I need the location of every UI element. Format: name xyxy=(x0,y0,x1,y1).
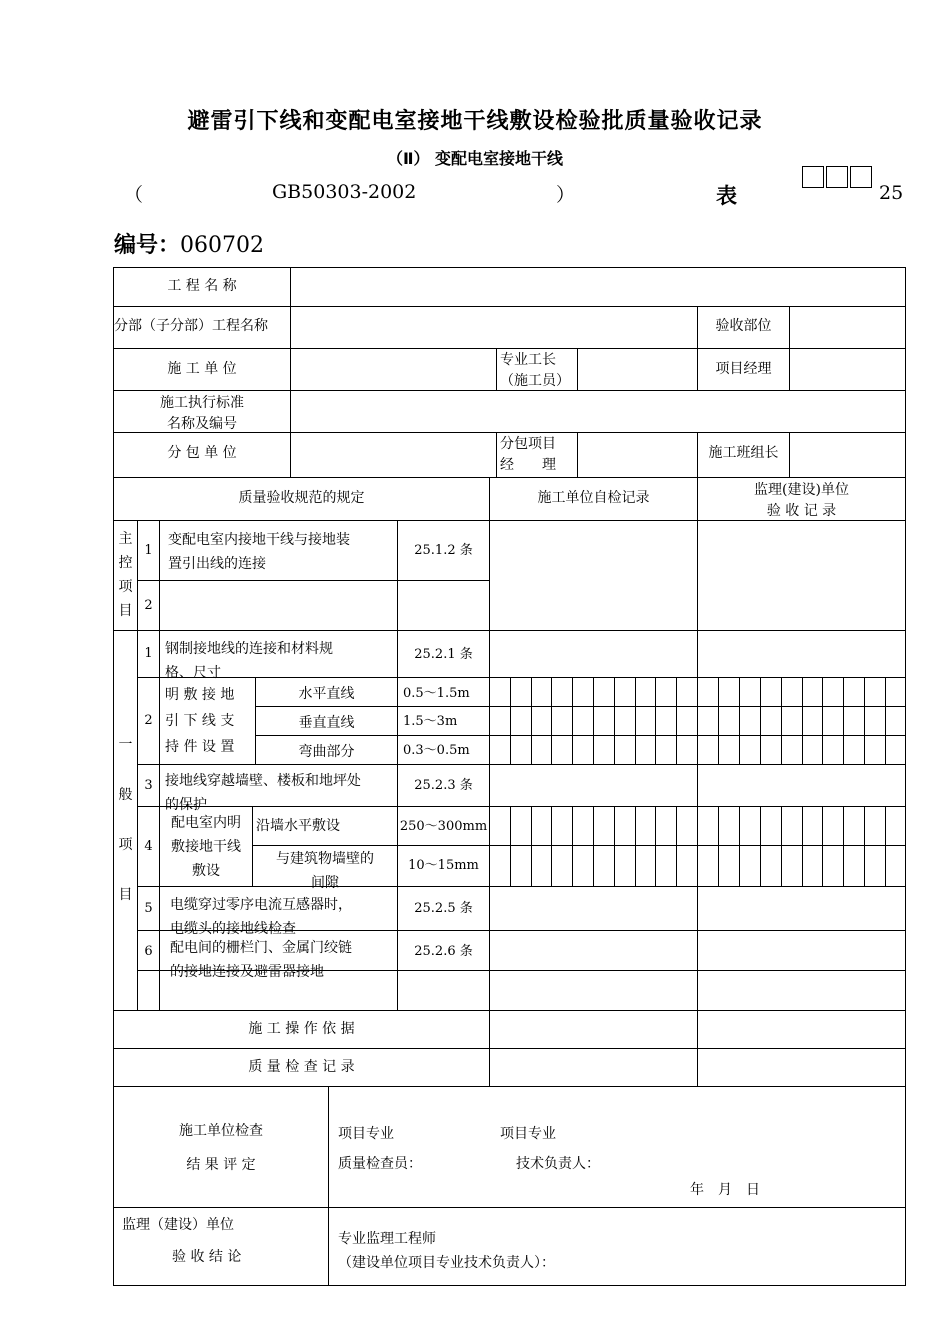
main-control-label: 主 控 项 目 xyxy=(118,531,133,619)
project-manager-label: 项目经理 xyxy=(715,361,772,377)
general-item-3-clause: 25.2.3 条 xyxy=(414,778,473,793)
item4-row-1-value: 250～300mm xyxy=(399,819,488,834)
general-item-2-no: 2 xyxy=(144,713,153,728)
general-item-1-no: 1 xyxy=(144,646,153,661)
general-item-1-clause: 25.2.1 条 xyxy=(414,647,473,662)
item2-row-2-label: 垂直直线 xyxy=(298,715,355,731)
item2-row-3-label: 弯曲部分 xyxy=(298,744,355,760)
general-item-6-clause: 25.2.6 条 xyxy=(414,944,473,959)
general-item-3-no: 3 xyxy=(144,778,153,793)
general-item-4-no: 4 xyxy=(144,839,153,854)
item4-row-1-label: 沿墙水平敷设 xyxy=(256,818,340,834)
quality-inspector: 项目专业 质量检查员： xyxy=(338,1126,422,1172)
sub-project-label: 分部（子分部）工程名称 xyxy=(114,318,268,334)
foreman-label: 专业工长 （施工员） xyxy=(500,352,570,389)
general-item-3-text: 接地线穿越墙壁、楼板和地坪处 的保护 xyxy=(165,773,361,813)
form-title: 避雷引下线和变配电室接地干线敷设检验批质量验收记录 xyxy=(187,109,763,134)
construction-basis-label: 施 工 操 作 依 据 xyxy=(248,1021,355,1037)
item2-row-2-value: 1.5～3m xyxy=(403,714,458,729)
standard-code: GB50303-2002 xyxy=(272,181,417,203)
technical-lead: 项目专业 技术负责人： xyxy=(500,1126,600,1172)
general-item-6-no: 6 xyxy=(144,944,153,959)
general-item-6-text: 配电间的栅栏门、金属门绞链 的接地连接及避雷器接地 xyxy=(170,940,352,980)
main-item-2-no: 2 xyxy=(144,598,153,613)
construction-result-label: 施工单位检查 结 果 评 定 xyxy=(179,1123,263,1173)
construction-date: 年 月 日 xyxy=(690,1182,760,1198)
general-item-1-text: 钢制接地线的连接和材料规 格、尺寸 xyxy=(165,641,333,681)
item4-row-2-value: 10～15mm xyxy=(408,858,479,873)
general-label: 一 般 项 目 xyxy=(118,737,133,903)
general-item-5-clause: 25.2.5 条 xyxy=(414,901,473,916)
exec-standard-label: 施工执行标准 名称及编号 xyxy=(160,395,244,432)
sub-pm-label: 分包项目 经 理 xyxy=(500,436,556,473)
spec-header: 质量验收规范的规定 xyxy=(238,490,365,506)
form-subtitle: （Ⅱ） 变配电室接地干线 xyxy=(386,149,564,168)
general-item-5-no: 5 xyxy=(144,901,153,916)
document-number-label: 编号： xyxy=(114,233,181,258)
table-suffix: 25 xyxy=(879,182,904,204)
supervision-engineer: 专业监理工程师 （建设单位项目专业技术负责人）： xyxy=(338,1231,555,1271)
construction-unit-label: 施 工 单 位 xyxy=(167,361,237,377)
document-number-value: 060702 xyxy=(180,233,264,258)
main-item-1-no: 1 xyxy=(144,543,153,558)
general-item-4-text: 配电室内明 敷接地干线 敷设 xyxy=(171,815,241,879)
self-check-header: 施工单位自检记录 xyxy=(537,490,650,506)
standard-close-paren: ） xyxy=(556,184,576,206)
quality-record-label: 质 量 检 查 记 录 xyxy=(248,1059,355,1075)
accept-part-label: 验收部位 xyxy=(715,318,772,334)
main-item-1-text: 变配电室内接地干线与接地装 置引出线的连接 xyxy=(168,532,350,572)
supervision-header: 监理(建设)单位 验 收 记 录 xyxy=(754,482,849,519)
general-item-2-text: 明 敷 接 地 引 下 线 支 持 件 设 置 xyxy=(165,687,235,755)
item2-row-1-value: 0.5～1.5m xyxy=(403,686,470,701)
item4-row-2-label: 与建筑物墙壁的 间隙 xyxy=(276,851,374,891)
subcontractor-label: 分 包 单 位 xyxy=(167,445,237,461)
item2-row-3-value: 0.3～0.5m xyxy=(403,743,470,758)
general-item-5-text: 电缆穿过零序电流互感器时， 电缆头的接地线检查 xyxy=(170,897,352,937)
item2-row-1-label: 水平直线 xyxy=(298,686,355,702)
main-item-1-clause: 25.1.2 条 xyxy=(414,543,473,558)
project-name-label: 工 程 名 称 xyxy=(167,278,237,294)
supervision-result-label: 监理（建设）单位 验 收 结 论 xyxy=(122,1217,242,1265)
team-leader-label: 施工班组长 xyxy=(708,445,779,461)
table-label: 表 xyxy=(716,184,737,208)
standard-open-paren: （ xyxy=(124,184,144,206)
